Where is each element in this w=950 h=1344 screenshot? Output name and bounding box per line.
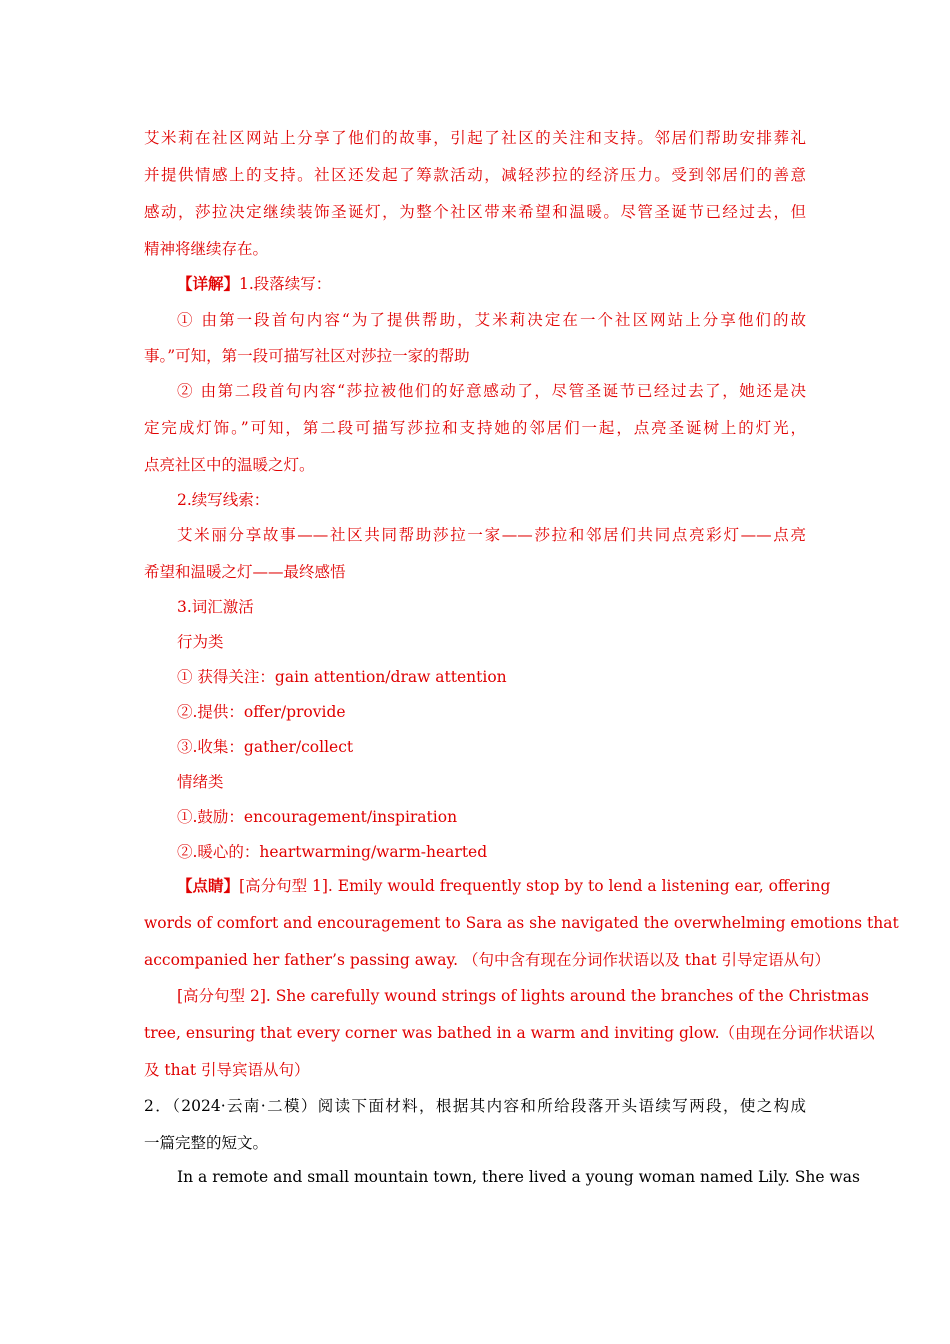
answer-text-line: 艾米莉在社区网站上分享了他们的故事，引起了社区的关注和支持。邻居们帮助安排葬礼 bbox=[144, 129, 806, 147]
highlight-sentence-1-text: [高分句型 1]. Emily would frequently stop by to lend a listening ear, offering bbox=[239, 877, 831, 895]
highlight-sentence-2: [高分句型 2]. She carefully wound strings of lights around the branches of the Christmas bbox=[177, 987, 869, 1005]
clue-line: 艾米丽分享故事——社区共同帮助莎拉一家——莎拉和邻居们共同点亮彩灯——点亮 bbox=[177, 526, 806, 544]
question-2-prompt-line: 一篇完整的短文。 bbox=[144, 1134, 269, 1152]
explanation-line: ② 由第二段首句内容“莎拉被他们的好意感动了，尽管圣诞节已经过去了，她还是决 bbox=[177, 382, 806, 400]
explanation-bracket-label: 【详解】 bbox=[177, 274, 240, 293]
vocab-item: ③.收集：gather/collect bbox=[177, 738, 354, 756]
vocab-item: ②.暖心的：heartwarming/warm-hearted bbox=[177, 843, 488, 861]
passage-first-line: In a remote and small mountain town, there lived a young woman named Lily. She was bbox=[177, 1168, 860, 1186]
explanation-line: 事。”可知，第一段可描写社区对莎拉一家的帮助 bbox=[144, 347, 470, 365]
explanation-heading bbox=[177, 274, 806, 294]
explanation-line: 定完成灯饰。”可知，第二段可描写莎拉和支持她的邻居们一起，点亮圣诞树上的灯光， bbox=[144, 419, 806, 437]
answer-text-line: 并提供情感上的支持。社区还发起了筹款活动，减轻莎拉的经济压力。受到邻居们的善意 bbox=[144, 166, 806, 184]
vocab-category: 行为类 bbox=[177, 633, 224, 651]
explanation-line: ① 由第一段首句内容“为了提供帮助，艾米莉决定在一个社区网站上分享他们的故 bbox=[177, 311, 806, 329]
explanation-heading-text: 1.段落续写： bbox=[239, 275, 332, 293]
question-2-prompt: 2．（2024·云南·二模）阅读下面材料，根据其内容和所给段落开头语续写两段，使之构成 bbox=[144, 1097, 806, 1115]
highlight-sentence-line: tree, ensuring that every corner was bathed in a warm and inviting glow.（由现在分词作状语以 bbox=[144, 1024, 875, 1042]
vocab-heading: 3.词汇激活 bbox=[177, 598, 254, 616]
clue-heading: 2.续写线索： bbox=[177, 491, 270, 509]
highlight-sentence-line: words of comfort and encouragement to Sara as she navigated the overwhelming emotions that bbox=[144, 914, 899, 932]
vocab-item: ① 获得关注：gain attention/draw attention bbox=[177, 668, 507, 686]
highlight-sentence-line: 及 that 引导宾语从句） bbox=[144, 1061, 310, 1079]
clue-line: 希望和温暖之灯——最终感悟 bbox=[144, 563, 346, 581]
highlight-bracket-label: 【点睛】 bbox=[177, 876, 240, 895]
explanation-line: 点亮社区中的温暖之灯。 bbox=[144, 456, 315, 474]
highlight-sentence-line: accompanied her father’s passing away. （句中含有现在分词作状语以及 that 引导定语从句） bbox=[144, 951, 831, 969]
answer-text-line: 精神将继续存在。 bbox=[144, 240, 269, 258]
highlight-sentence-1 bbox=[177, 876, 831, 896]
answer-text-line: 感动，莎拉决定继续装饰圣诞灯，为整个社区带来希望和温暖。尽管圣诞节已经过去，但 bbox=[144, 203, 806, 221]
vocab-item: ①.鼓励：encouragement/inspiration bbox=[177, 808, 458, 826]
vocab-item: ②.提供：offer/provide bbox=[177, 703, 346, 721]
vocab-category: 情绪类 bbox=[177, 773, 224, 791]
